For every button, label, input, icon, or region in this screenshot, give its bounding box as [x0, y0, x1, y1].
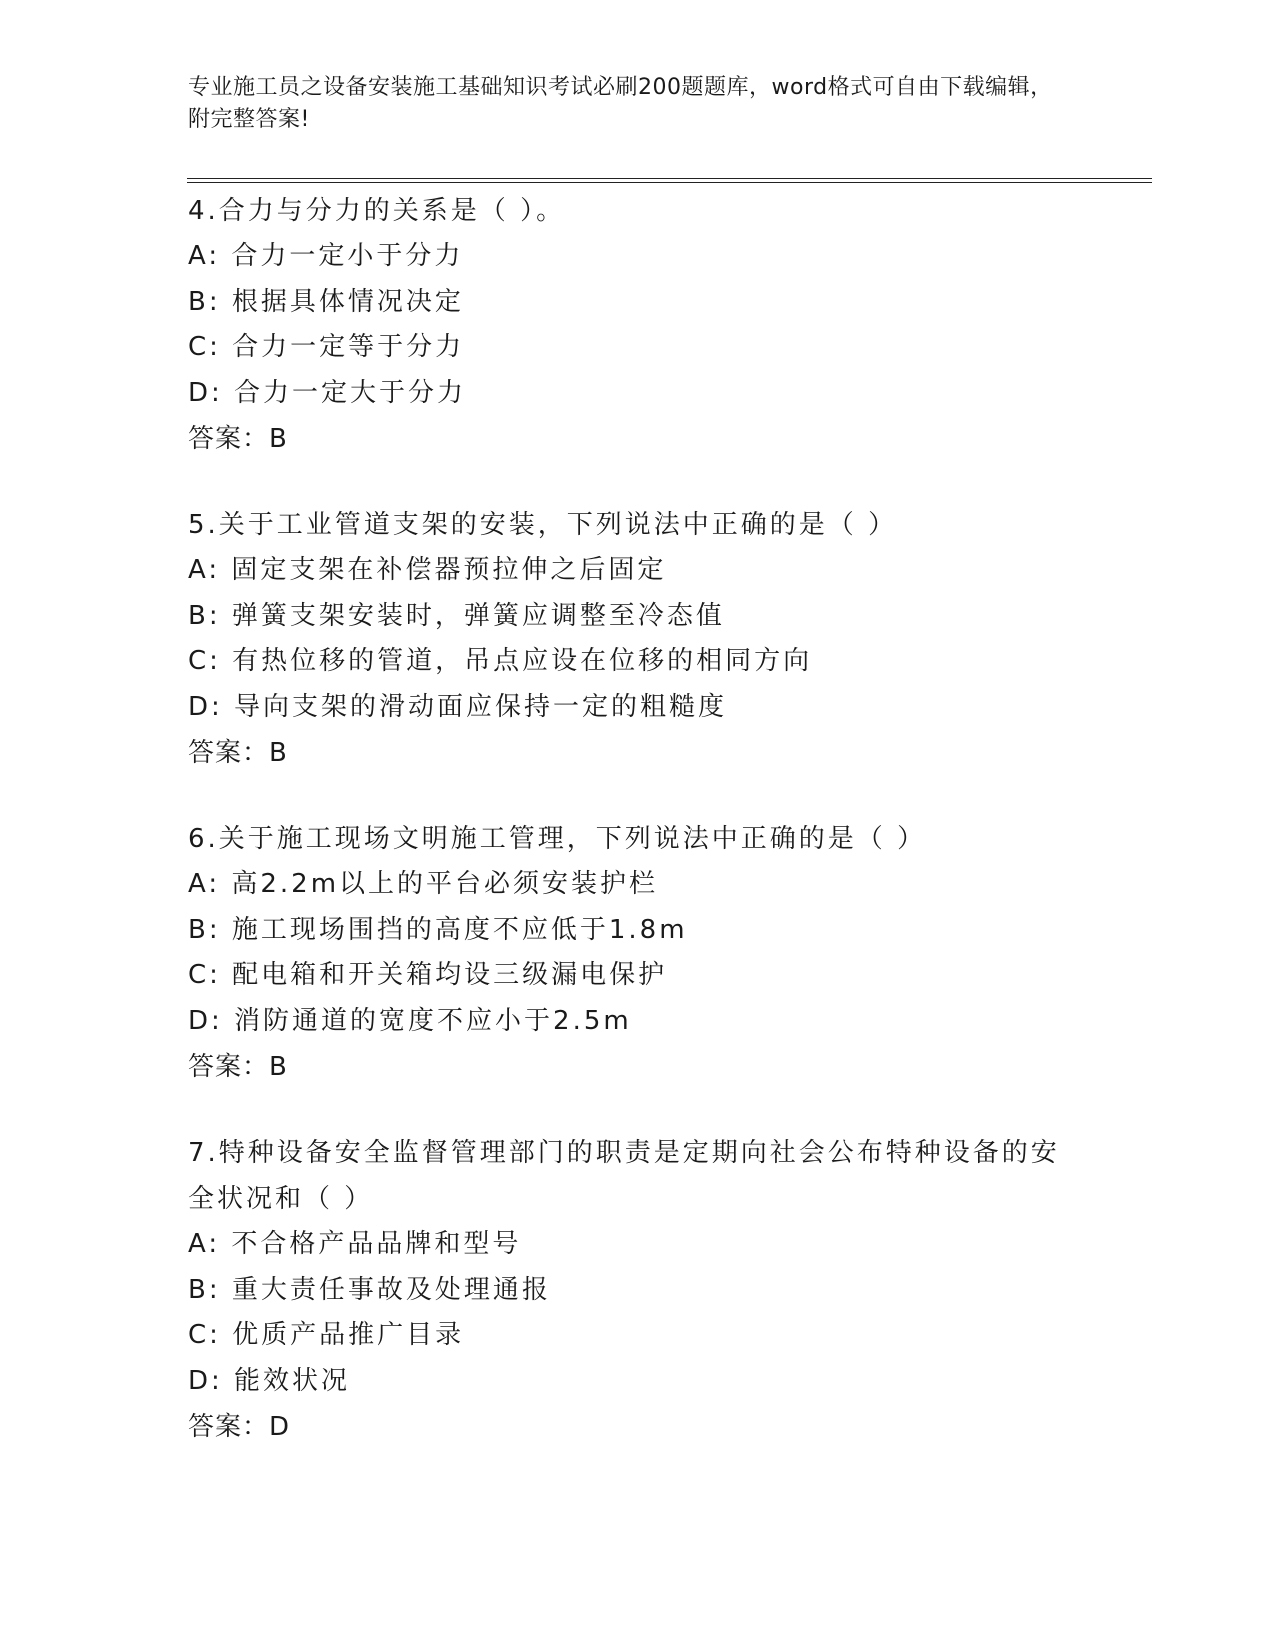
header-rule-top	[187, 178, 1152, 179]
option-a: A: 高2.2m以上的平台必须安装护栏	[188, 869, 659, 899]
answer: 答案：B	[188, 738, 288, 768]
option-a: A: 合力一定小于分力	[188, 241, 464, 271]
header-rule-bottom	[187, 182, 1152, 183]
question-text: 5.关于工业管道支架的安装，下列说法中正确的是（ ）	[188, 510, 898, 540]
option-c: C: 优质产品推广目录	[188, 1320, 465, 1350]
answer: 答案：B	[188, 1052, 288, 1082]
answer: 答案：B	[188, 424, 288, 454]
option-c: C: 合力一定等于分力	[188, 332, 465, 362]
option-d: D: 导向支架的滑动面应保持一定的粗糙度	[188, 691, 728, 722]
option-b: B: 重大责任事故及处理通报	[188, 1274, 551, 1305]
question-7	[188, 1130, 1088, 1450]
question-list	[188, 188, 1088, 1490]
option-c: C: 配电箱和开关箱均设三级漏电保护	[188, 960, 668, 990]
option-b: B: 弹簧支架安装时，弹簧应调整至冷态值	[188, 600, 725, 631]
question-text: 4.合力与分力的关系是（ ）。	[188, 196, 566, 226]
document-header: 专业施工员之设备安装施工基础知识考试必刷200题题库，word格式可自由下载编辑，附完整答案!	[188, 75, 1053, 132]
question-text: 6.关于施工现场文明施工管理，下列说法中正确的是（ ）	[188, 824, 927, 854]
question-text: 7.特种设备安全监督管理部门的职责是定期向社会公布特种设备的安全状况和（ ）	[188, 1138, 1060, 1214]
question-5	[188, 502, 1088, 776]
option-b: B: 施工现场围挡的高度不应低于1.8m	[188, 914, 688, 945]
answer: 答案：D	[188, 1412, 291, 1442]
option-d: D: 能效状况	[188, 1365, 351, 1396]
option-a: A: 固定支架在补偿器预拉伸之后固定	[188, 555, 667, 585]
option-d: D: 消防通道的宽度不应小于2.5m	[188, 1005, 632, 1036]
option-a: A: 不合格产品品牌和型号	[188, 1229, 522, 1259]
option-b: B: 根据具体情况决定	[188, 286, 464, 317]
option-d: D: 合力一定大于分力	[188, 377, 467, 408]
option-c: C: 有热位移的管道，吊点应设在位移的相同方向	[188, 646, 813, 676]
question-4	[188, 188, 1088, 462]
question-6	[188, 816, 1088, 1090]
